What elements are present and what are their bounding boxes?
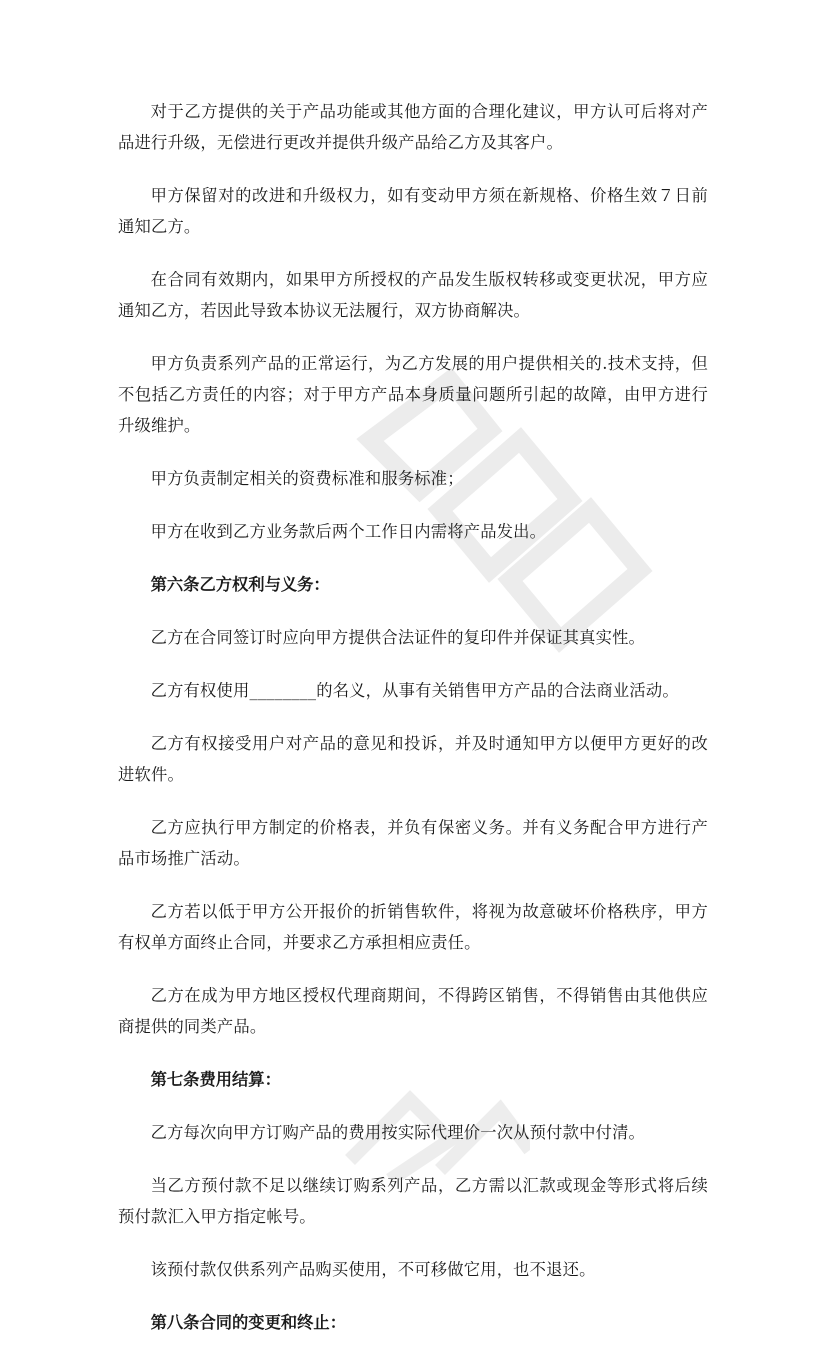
body-paragraph: 对于乙方提供的关于产品功能或其他方面的合理化建议，甲方认可后将对产品进行升级，无偿进行更改并提供升级产品给乙方及其客户。 — [118, 102, 708, 152]
section-heading: 第七条费用结算： — [150, 1070, 281, 1089]
body-paragraph: 甲方负责系列产品的正常运行，为乙方发展的用户提供相关的.技术支持，但不包括乙方责任的内容；对于甲方产品本身质量问题所引起的故障，由甲方进行升级维护。 — [118, 354, 708, 435]
body-paragraph: 乙方有权使用________的名义，从事有关销售甲方产品的合法商业活动。 — [150, 681, 679, 700]
body-paragraph: 乙方在合同签订时应向甲方提供合法证件的复印件并保证其真实性。 — [150, 628, 646, 647]
body-paragraph: 甲方在收到乙方业务款后两个工作日内需将产品发出。 — [150, 522, 547, 541]
body-paragraph: 乙方在成为甲方地区授权代理商期间，不得跨区销售，不得销售由其他供应商提供的同类产品。 — [118, 986, 708, 1036]
section-heading: 第八条合同的变更和终止： — [150, 1313, 346, 1332]
section-heading: 第六条乙方权利与义务： — [150, 575, 330, 594]
document-body — [118, 96, 708, 1360]
body-paragraph: 乙方若以低于甲方公开报价的折销售软件，将视为故意破坏价格秩序，甲方有权单方面终止合同，并要求乙方承担相应责任。 — [118, 902, 708, 952]
body-paragraph: 甲方保留对的改进和升级权力，如有变动甲方须在新规格、价格生效７日前通知乙方。 — [118, 186, 708, 236]
body-paragraph: 乙方每次向甲方订购产品的费用按实际代理价一次从预付款中付清。 — [150, 1123, 646, 1142]
body-paragraph: 乙方有权接受用户对产品的意见和投诉，并及时通知甲方以便甲方更好的改进软件。 — [118, 734, 708, 784]
body-paragraph: 该预付款仅供系列产品购买使用，不可移做它用，也不退还。 — [150, 1260, 596, 1279]
body-paragraph: 当乙方预付款不足以继续订购系列产品，乙方需以汇款或现金等形式将后续预付款汇入甲方指定帐号。 — [118, 1176, 708, 1226]
body-paragraph: 甲方负责制定相关的资费标准和服务标准； — [150, 469, 464, 488]
body-paragraph: 乙方应执行甲方制定的价格表，并负有保密义务。并有义务配合甲方进行产品市场推广活动。 — [118, 818, 708, 868]
body-paragraph: 在合同有效期内，如果甲方所授权的产品发生版权转移或变更状况，甲方应通知乙方，若因此导致本协议无法履行，双方协商解决。 — [118, 270, 708, 320]
